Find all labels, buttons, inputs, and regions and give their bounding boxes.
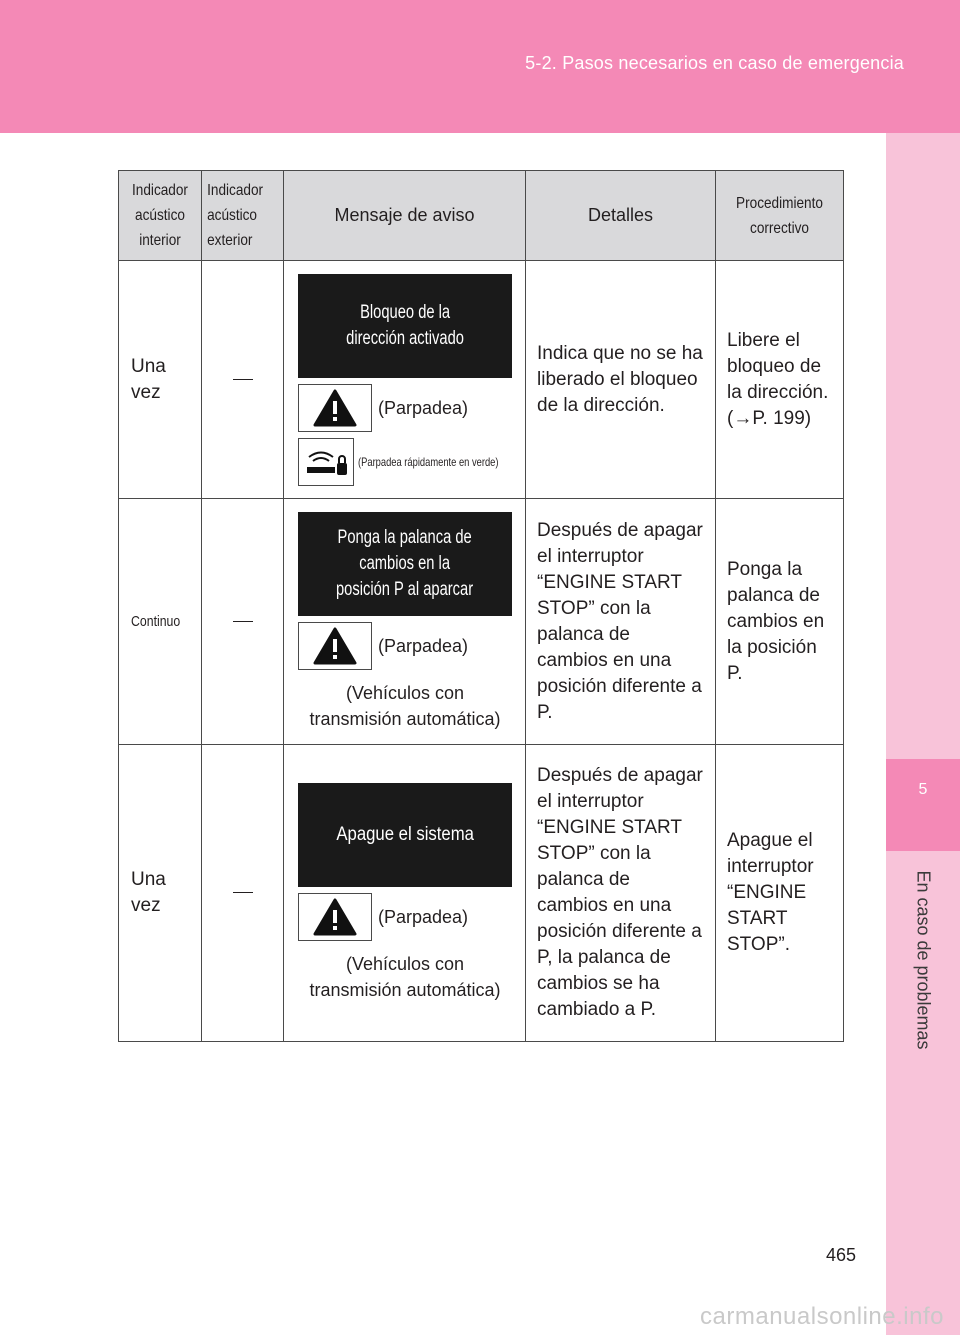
header-text: correctivo	[750, 219, 809, 237]
details-cell	[526, 261, 716, 499]
details-text: Indica que no se ha liberado el bloqueo de la dirección.	[537, 342, 703, 416]
header-text: interior	[139, 232, 181, 249]
interior-buzzer-cell	[119, 499, 202, 745]
display-screen	[298, 512, 512, 616]
section-title: 5-2. Pasos necesarios en caso de emergencia	[525, 53, 904, 73]
warning-icon	[298, 893, 372, 941]
header-text: Indicador	[207, 182, 264, 199]
procedure-text: Ponga la palanca de cambios en la posición P.	[727, 558, 825, 684]
details-cell	[526, 745, 716, 1042]
header-interior-buzzer	[119, 171, 202, 261]
display-screen	[298, 274, 512, 378]
warning-message-cell	[284, 499, 526, 745]
warning-table	[118, 170, 844, 1042]
table-row	[119, 261, 844, 499]
vehicle-note	[290, 680, 520, 732]
secondary-note: (Parpadea rápidamente en verde)	[358, 454, 499, 469]
details-text: Después de apagar el interruptor “ENGINE START STOP” con la palanca de cambios en una posición diferente a P, la palanca de cambios se ha cambiado a P.	[537, 765, 703, 1020]
screen-text: Ponga la palanca de	[337, 526, 473, 548]
screen-text: Bloqueo de la	[360, 301, 450, 323]
interior-buzzer-cell	[119, 261, 202, 499]
steering-lock-icon	[298, 438, 354, 486]
page-number: 465	[826, 1245, 857, 1265]
warning-icon	[298, 622, 372, 670]
screen-text: dirección activado	[346, 327, 464, 349]
exterior-buzzer-cell	[202, 499, 284, 745]
header-text: Procedimiento	[736, 194, 823, 212]
vehicle-note-text: (Vehículos con	[345, 682, 465, 703]
procedure-text: Libere el bloqueo de la dirección. (→P. 199)	[727, 329, 829, 429]
table-row	[119, 499, 844, 745]
chapter-number: 5	[918, 781, 928, 798]
watermark: carmanualsonline.info	[700, 1303, 944, 1330]
vehicle-note-text: (Vehículos con	[345, 954, 465, 974]
details-cell	[526, 499, 716, 745]
header-corrective-procedure	[716, 171, 844, 261]
details-text: Después de apagar el interruptor “ENGINE START STOP” con la palanca de cambios en una posición diferente a P.	[537, 519, 703, 723]
procedure-cell	[716, 499, 844, 745]
table-header-row	[119, 171, 844, 261]
warning-note: (Parpadea)	[378, 635, 469, 656]
warning-icon	[298, 384, 372, 432]
no-value-dash	[233, 892, 253, 893]
vehicle-note	[290, 951, 520, 1003]
display-screen	[298, 783, 512, 887]
procedure-text: Apague el interruptor “ENGINE START STOP”.	[727, 830, 814, 955]
interior-buzzer-value: Una vez	[131, 869, 166, 916]
vehicle-note-text: transmisión automática)	[309, 708, 501, 729]
procedure-cell	[716, 261, 844, 499]
header-text: Indicador	[132, 182, 188, 199]
header-text: acústico	[135, 207, 185, 224]
vehicle-note-text: transmisión automática)	[309, 980, 501, 1000]
header-warning-message: Mensaje de aviso	[284, 171, 526, 261]
screen-text: posición P al aparcar	[336, 578, 474, 600]
warning-message-cell	[284, 745, 526, 1042]
header-details: Detalles	[526, 171, 716, 261]
chapter-label: En caso de problemas	[913, 870, 934, 1050]
exterior-buzzer-cell	[202, 745, 284, 1042]
interior-buzzer-value: Una vez	[131, 355, 166, 403]
warning-note: (Parpadea)	[378, 907, 469, 927]
interior-buzzer-value: Continuo	[131, 613, 181, 630]
warning-note: (Parpadea)	[378, 397, 469, 418]
screen-text: Apague el sistema	[336, 824, 474, 845]
interior-buzzer-cell	[119, 745, 202, 1042]
screen-text: cambios en la	[359, 552, 451, 574]
header-text: exterior	[207, 232, 253, 249]
header-exterior-buzzer	[202, 171, 284, 261]
procedure-cell	[716, 745, 844, 1042]
table-row	[119, 745, 844, 1042]
chapter-tab	[886, 759, 960, 851]
warning-message-cell	[284, 261, 526, 499]
exterior-buzzer-cell	[202, 261, 284, 499]
no-value-dash	[233, 621, 253, 622]
no-value-dash	[233, 379, 253, 380]
side-tab-strip	[886, 133, 960, 1335]
header-text: acústico	[207, 207, 257, 224]
